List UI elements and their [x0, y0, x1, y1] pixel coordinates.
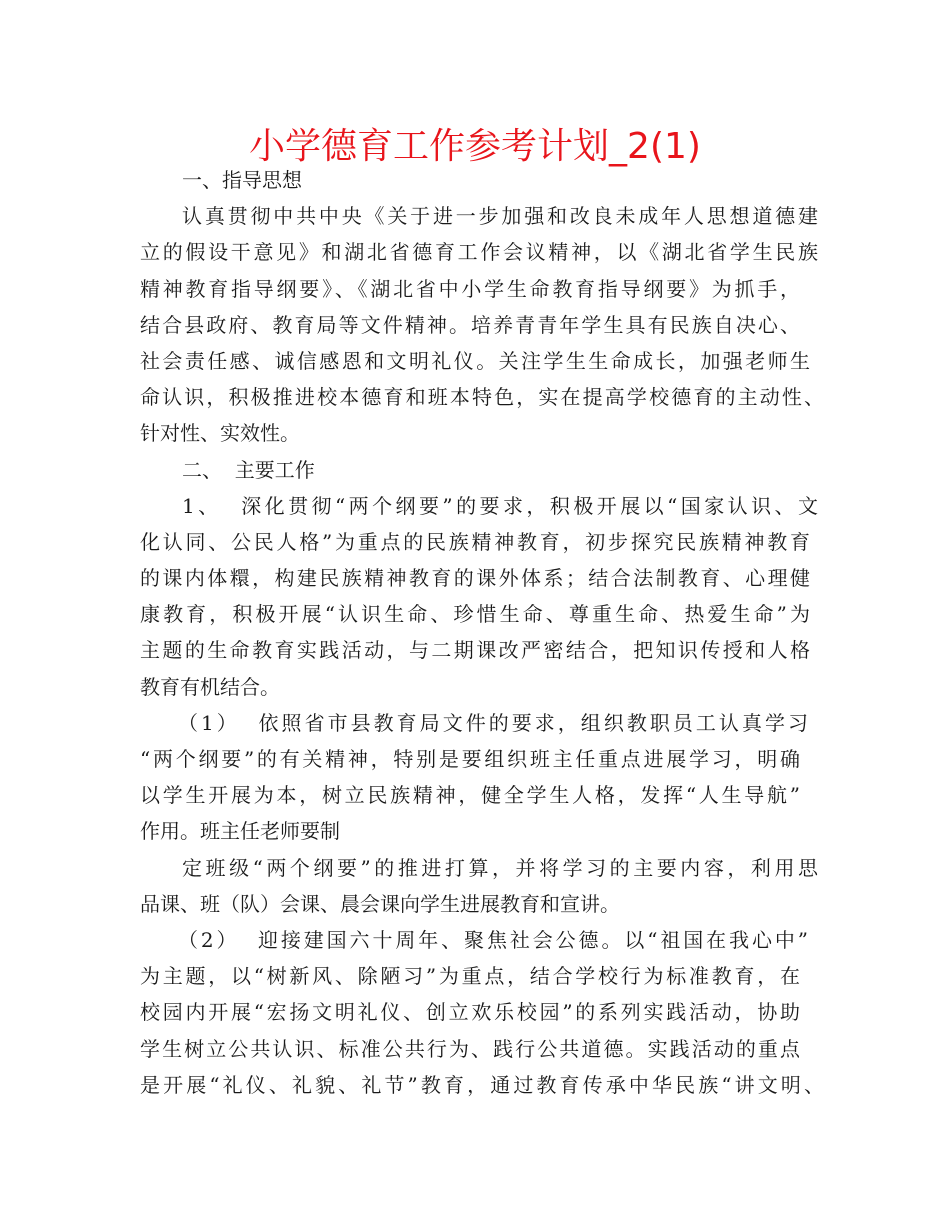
section-heading-guiding-ideology: 一、指导思想 — [182, 168, 302, 192]
paragraph-line: “两个纲要”的有关精神，特别是要组织班主任重点进展学习，明确 — [140, 747, 800, 771]
paragraph-line: 认真贯彻中共中央《关于进一步加强和改良未成年人思想道德建 — [182, 204, 818, 229]
paragraph-line: 的课内体糫，构建民族精神教育的课外体系；结合法制教育、心理健 — [140, 566, 810, 591]
paragraph-line: 化认同、公民人格”为重点的民族精神教育，初步探究民族精神教育 — [140, 529, 810, 554]
document-body — [140, 162, 830, 1103]
paragraph-line: 以学生开展为本，树立民族精神，健全学生人格，发挥“人生导航” — [140, 783, 800, 808]
paragraph-line: 精神教育指导纲要》、《湖北省中小学生命教育指导纲要》为抓手， — [140, 276, 800, 301]
paragraph-line: 学生树立公共认识、标准公共行为、践行公共道德。实践活动的重点 — [140, 1036, 800, 1061]
paragraph-line: （2） 迎接建国六十周年、聚焦社会公德。以“祖国在我心中” — [178, 927, 808, 952]
paragraph-line: 针对性、实效性。 — [140, 421, 300, 446]
paragraph-line: 康教育，积极开展“认识生命、珍惜生命、尊重生命、热爱生命”为 — [140, 602, 810, 627]
paragraph-line: 作用。班主任老师要制 — [140, 819, 340, 844]
section-heading-main-work: 二、 主要工作 — [182, 457, 315, 482]
document-title: 小学德育工作参考计划_2(1) — [249, 126, 701, 167]
paragraph-line: 校园内开展“宏扬文明礼仪、创立欢乐校园”的系列实践活动，协助 — [140, 1000, 800, 1025]
paragraph-line: 命认识，积极推进校本德育和班本特色，实在提高学校德育的主动性、 — [140, 385, 824, 410]
paragraph-line: 教育有机结合。 — [140, 674, 280, 699]
paragraph-line: 是开展“礼仪、礼貌、礼节”教育，通过教育传承中华民族“讲文明、 — [140, 1072, 824, 1097]
paragraph-line: 结合县政府、教育局等文件精神。培养青青年学生具有民族自决心、 — [140, 312, 800, 337]
paragraph-line: 为主题，以“树新风、除陋习”为重点，结合学校行为标准教育，在 — [140, 964, 800, 989]
paragraph-line: 品课、班（队）会课、晨会课向学生进展教育和宣讲。 — [140, 891, 620, 916]
paragraph-line: 定班级“两个纲要”的推进打算，并将学习的主要内容，利用思 — [182, 855, 818, 880]
paragraph-line: 主题的生命教育实践活动，与二期课改严密结合，把知识传授和人格 — [140, 638, 810, 663]
paragraph-line: （1） 依照省市县教育局文件的要求，组织教职员工认真学习 — [178, 710, 808, 735]
paragraph-line: 社会责任感、诚信感恩和文明礼仪。关注学生生命成长，加强老师生 — [140, 348, 810, 373]
paragraph-line: 1、 深化贯彻“两个纲要”的要求，积极开展以“国家认识、文 — [182, 493, 818, 518]
paragraph-line: 立的假设干意见》和湖北省德育工作会议精神，以《湖北省学生民族 — [140, 240, 818, 265]
